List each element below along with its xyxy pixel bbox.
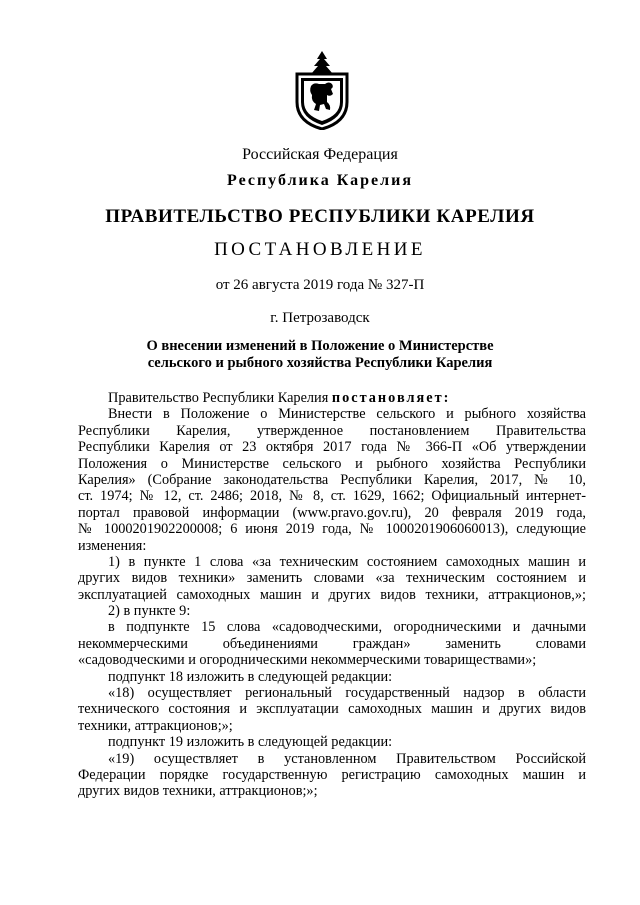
decree-body: [78, 390, 586, 800]
body-line: Внести в Положение о Министерстве сельского и рыбного хозяйства: [108, 406, 586, 423]
body-line: ст. 1974; № 12, ст. 2486; 2018, № 8, ст. 1629, 1662; Официальный интернет-: [78, 488, 586, 505]
body-line: некоммерческими объединениями граждан» заменить словами: [78, 635, 586, 652]
body-line: № 1000201902200008; 6 июня 2019 года, № 1000201906060013), следующие: [78, 521, 586, 538]
body-line: 1) в пункте 1 слова «за техническим состоянием самоходных машин и: [108, 553, 586, 570]
body-line: Положения о Министерстве сельского и рыбного хозяйства Республики: [78, 455, 586, 472]
decree-subject: [0, 338, 640, 372]
body-line: подпункт 18 изложить в следующей редакции:: [108, 668, 393, 685]
body-line: Федерации порядке государственную регистрацию самоходных машин и: [78, 766, 586, 783]
body-line: Республики Карелия от 23 октября 2017 года № 366-П «Об утверждении: [78, 439, 586, 456]
intro-text: Правительство Республики Карелия: [108, 390, 332, 406]
body-line: 2) в пункте 9:: [108, 603, 191, 620]
republic-name: Республика Карелия: [227, 172, 413, 189]
body-line: «18) осуществляет региональный государственный надзор в области: [108, 685, 586, 702]
body-line: изменения:: [78, 537, 147, 554]
body-line: технического состояния и эксплуатации самоходных машин и других видов: [78, 701, 586, 718]
subject-line: О внесении изменений в Положение о Министерстве: [146, 338, 494, 354]
karelia-coat-of-arms-icon: [294, 50, 350, 130]
body-line: Республики Карелия, утвержденное постановлением Правительства: [78, 422, 586, 439]
body-line: «садоводческими и огородническими некоммерческими товариществами»;: [78, 652, 537, 669]
body-line: других видов техники» заменить словами «за техническим состоянием и: [78, 570, 586, 587]
decree-city: г. Петрозаводск: [270, 310, 370, 326]
body-line: «19) осуществляет в установленном Правительством Российской: [108, 750, 586, 767]
document-type: ПОСТАНОВЛЕНИЕ: [214, 239, 426, 260]
country-name: Российская Федерация: [242, 146, 398, 163]
body-line: других видов техники, аттракционов;»;: [78, 783, 318, 800]
body-line: в подпункте 15 слова «садоводческими, огородническими и дачными: [108, 619, 586, 636]
body-line: Карелия» (Собрание законодательства Республики Карелия, 2017, № 10,: [78, 471, 586, 488]
body-line: портал правовой информации (www.pravo.gov.ru), 20 февраля 2019 года,: [78, 504, 586, 521]
body-line: техники, аттракционов;»;: [78, 717, 233, 734]
issuing-authority: ПРАВИТЕЛЬСТВО РЕСПУБЛИКИ КАРЕЛИЯ: [105, 206, 535, 227]
subject-line: сельского и рыбного хозяйства Республики Карелия: [147, 355, 493, 371]
body-line: эксплуатацией самоходных машин и других видов техники, аттракционов,»;: [78, 586, 586, 603]
intro-keyword: постановляет:: [331, 390, 451, 406]
body-line: подпункт 19 изложить в следующей редакции:: [108, 734, 393, 751]
intro-line: [78, 390, 586, 406]
decree-date-number: от 26 августа 2019 года № 327-П: [215, 277, 425, 293]
